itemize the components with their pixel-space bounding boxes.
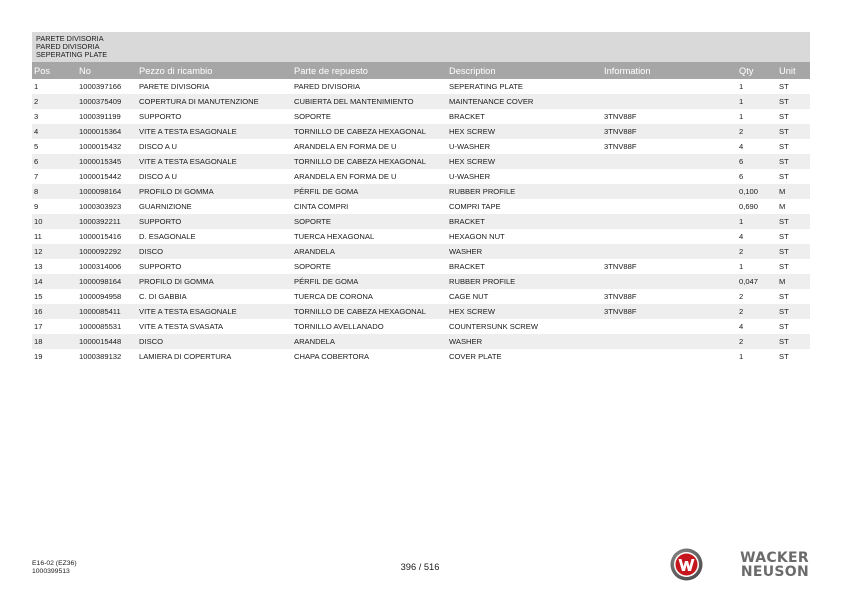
cell-name-spanish: SOPORTE bbox=[294, 262, 331, 271]
cell-pos: 19 bbox=[34, 352, 43, 361]
table-header-row bbox=[32, 62, 810, 79]
cell-qty: 1 bbox=[737, 94, 777, 109]
cell-name-italian: VITE A TESTA ESAGONALE bbox=[137, 304, 292, 319]
col-header-information: Information bbox=[602, 62, 737, 79]
cell-qty: 0,047 bbox=[737, 274, 777, 289]
cell-qty: 2 bbox=[737, 334, 777, 349]
cell-description: CAGE NUT bbox=[449, 292, 489, 301]
cell-qty: 6 bbox=[739, 172, 744, 181]
cell-name-spanish: TORNILLO DE CABEZA HEXAGONAL bbox=[292, 304, 447, 319]
cell-name-spanish: TORNILLO DE CABEZA HEXAGONAL bbox=[292, 154, 447, 169]
cell-name-spanish: CINTA COMPRI bbox=[294, 202, 349, 211]
cell-unit: ST bbox=[777, 124, 810, 139]
cell-name-italian: PROFILO DI GOMMA bbox=[137, 274, 292, 289]
document-number: 1000399513 bbox=[32, 567, 70, 575]
cell-unit: M bbox=[777, 274, 810, 289]
cell-qty: 1 bbox=[739, 112, 744, 121]
cell-qty: 2 bbox=[737, 304, 777, 319]
cell-part-number: 1000098164 bbox=[77, 274, 137, 289]
cell-description: WASHER bbox=[447, 244, 602, 259]
cell-name-spanish: PÉRFIL DE GOMA bbox=[292, 274, 447, 289]
col-header-description: Description bbox=[447, 62, 602, 79]
cell-unit: ST bbox=[779, 232, 789, 241]
parts-table-body bbox=[32, 79, 810, 364]
table-row bbox=[32, 94, 810, 109]
cell-unit: ST bbox=[779, 172, 789, 181]
cell-unit: ST bbox=[779, 322, 789, 331]
cell-pos: 1 bbox=[34, 82, 39, 91]
cell-name-italian: PROFILO DI GOMMA bbox=[137, 184, 292, 199]
cell-unit: ST bbox=[777, 94, 810, 109]
cell-description: RUBBER PROFILE bbox=[447, 184, 602, 199]
cell-pos: 16 bbox=[32, 304, 77, 319]
cell-pos: 2 bbox=[32, 94, 77, 109]
cell-part-number: 1000015448 bbox=[77, 334, 137, 349]
cell-qty: 4 bbox=[739, 142, 744, 151]
cell-name-spanish: PÉRFIL DE GOMA bbox=[292, 184, 447, 199]
cell-pos: 8 bbox=[32, 184, 77, 199]
table-row bbox=[32, 139, 810, 154]
cell-name-italian: PARETE DIVISORIA bbox=[139, 82, 210, 91]
table-row bbox=[32, 229, 810, 244]
cell-name-spanish: TUERCA HEXAGONAL bbox=[294, 232, 375, 241]
cell-qty: 1 bbox=[739, 262, 744, 271]
page-number: 396 / 516 bbox=[400, 562, 440, 572]
cell-part-number: 1000303923 bbox=[79, 202, 122, 211]
cell-information: 3TNV88F bbox=[604, 292, 637, 301]
table-row bbox=[32, 199, 810, 214]
cell-name-italian: DISCO A U bbox=[139, 172, 177, 181]
cell-name-italian: SUPPORTO bbox=[139, 262, 182, 271]
cell-part-number: 1000314006 bbox=[79, 262, 122, 271]
brand-name-line1: WACKER bbox=[740, 550, 809, 566]
cell-information bbox=[602, 94, 737, 109]
col-header-pos: Pos bbox=[32, 62, 77, 79]
wacker-neuson-w-logo-icon bbox=[670, 548, 703, 581]
cell-qty: 0,100 bbox=[737, 184, 777, 199]
cell-information: 3TNV88F bbox=[604, 142, 637, 151]
document-code: E16-02 (EZ36) bbox=[32, 560, 77, 567]
cell-part-number: 1000094958 bbox=[79, 292, 122, 301]
table-row bbox=[32, 214, 810, 229]
cell-description: HEX SCREW bbox=[447, 124, 602, 139]
section-title-spanish: PARED DIVISORIA bbox=[36, 42, 100, 52]
cell-part-number: 1000098164 bbox=[77, 184, 137, 199]
cell-pos: 18 bbox=[32, 334, 77, 349]
cell-part-number: 1000397166 bbox=[79, 82, 122, 91]
cell-part-number: 1000015345 bbox=[77, 154, 137, 169]
cell-part-number: 1000389132 bbox=[79, 352, 122, 361]
cell-qty: 1 bbox=[739, 352, 744, 361]
table-row bbox=[32, 274, 810, 289]
cell-unit: ST bbox=[779, 142, 789, 151]
cell-pos: 6 bbox=[32, 154, 77, 169]
cell-pos: 7 bbox=[34, 172, 39, 181]
cell-description: RUBBER PROFILE bbox=[447, 274, 602, 289]
cell-information bbox=[602, 229, 737, 244]
cell-information bbox=[602, 214, 737, 229]
cell-description: SEPERATING PLATE bbox=[449, 82, 523, 91]
cell-pos: 15 bbox=[34, 292, 43, 301]
cell-information bbox=[602, 319, 737, 334]
cell-unit: ST bbox=[777, 304, 810, 319]
section-title-box bbox=[32, 32, 810, 62]
cell-unit: ST bbox=[779, 352, 789, 361]
cell-unit: ST bbox=[779, 262, 789, 271]
cell-name-italian: GUARNIZIONE bbox=[139, 202, 192, 211]
table-row bbox=[32, 109, 810, 124]
cell-unit: ST bbox=[779, 82, 789, 91]
cell-part-number: 1000391199 bbox=[79, 112, 121, 121]
document-reference bbox=[32, 560, 77, 575]
col-header-spare-part-it: Pezzo di ricambio bbox=[137, 62, 292, 79]
table-row bbox=[32, 124, 810, 139]
cell-information: 3TNV88F bbox=[604, 262, 637, 271]
cell-name-spanish: ARANDELA EN FORMA DE U bbox=[294, 142, 397, 151]
cell-description: HEX SCREW bbox=[447, 304, 602, 319]
cell-name-italian: DISCO bbox=[137, 244, 292, 259]
cell-name-spanish: SOPORTE bbox=[292, 214, 447, 229]
cell-pos: 11 bbox=[34, 232, 42, 241]
cell-description: BRACKET bbox=[447, 214, 602, 229]
cell-name-italian: VITE A TESTA SVASATA bbox=[139, 322, 224, 331]
cell-description: BRACKET bbox=[449, 262, 485, 271]
cell-part-number: 1000015442 bbox=[79, 172, 122, 181]
cell-unit: M bbox=[779, 202, 786, 211]
cell-part-number: 1000015364 bbox=[77, 124, 137, 139]
cell-part-number: 1000085411 bbox=[77, 304, 137, 319]
cell-part-number: 1000015416 bbox=[79, 232, 122, 241]
cell-unit: ST bbox=[777, 154, 810, 169]
cell-description: HEXAGON NUT bbox=[449, 232, 505, 241]
cell-name-spanish: PARED DIVISORIA bbox=[294, 82, 361, 91]
cell-part-number: 1000085531 bbox=[79, 322, 122, 331]
table-row bbox=[32, 244, 810, 259]
cell-description: COVER PLATE bbox=[449, 352, 502, 361]
cell-pos: 17 bbox=[34, 322, 43, 331]
table-row bbox=[32, 169, 810, 184]
cell-name-spanish: SOPORTE bbox=[294, 112, 331, 121]
cell-information bbox=[602, 184, 737, 199]
cell-name-italian: LAMIERA DI COPERTURA bbox=[139, 352, 232, 361]
section-title-english: SEPERATING PLATE bbox=[36, 50, 108, 60]
cell-qty: 4 bbox=[739, 322, 744, 331]
cell-description: COMPRI TAPE bbox=[449, 202, 501, 211]
cell-information bbox=[602, 274, 737, 289]
cell-pos: 5 bbox=[34, 142, 39, 151]
cell-qty: 6 bbox=[737, 154, 777, 169]
brand-logo-text bbox=[713, 551, 809, 579]
cell-information bbox=[602, 154, 737, 169]
cell-information bbox=[602, 199, 737, 214]
cell-information bbox=[602, 334, 737, 349]
table-row bbox=[32, 259, 810, 274]
cell-name-spanish: ARANDELA bbox=[292, 334, 447, 349]
cell-name-italian: SUPPORTO bbox=[139, 112, 182, 121]
cell-description: COUNTERSUNK SCREW bbox=[449, 322, 539, 331]
cell-name-italian: VITE A TESTA ESAGONALE bbox=[137, 154, 292, 169]
cell-qty: 2 bbox=[737, 124, 777, 139]
cell-qty: 2 bbox=[739, 292, 744, 301]
cell-description: HEX SCREW bbox=[447, 154, 602, 169]
cell-qty: 1 bbox=[739, 82, 744, 91]
cell-description: U-WASHER bbox=[449, 142, 491, 151]
cell-part-number: 1000092292 bbox=[77, 244, 137, 259]
cell-name-italian: DISCO A U bbox=[139, 142, 177, 151]
cell-information bbox=[602, 244, 737, 259]
cell-name-spanish: TORNILLO AVELLANADO bbox=[294, 322, 384, 331]
cell-description: MAINTENANCE COVER bbox=[447, 94, 602, 109]
cell-name-spanish: CUBIERTA DEL MANTENIMIENTO bbox=[292, 94, 447, 109]
cell-name-spanish: ARANDELA EN FORMA DE U bbox=[294, 172, 397, 181]
col-header-spare-part-es: Parte de repuesto bbox=[292, 62, 447, 79]
cell-pos: 12 bbox=[32, 244, 77, 259]
table-row bbox=[32, 319, 810, 334]
brand-name-line2: NEUSON bbox=[740, 564, 809, 580]
cell-unit: ST bbox=[777, 214, 810, 229]
cell-name-italian: COPERTURA DI MANUTENZIONE bbox=[137, 94, 292, 109]
cell-information bbox=[602, 79, 737, 94]
table-row bbox=[32, 154, 810, 169]
cell-unit: ST bbox=[779, 292, 789, 301]
table-row bbox=[32, 289, 810, 304]
cell-name-spanish: CHAPA COBERTORA bbox=[294, 352, 370, 361]
table-row bbox=[32, 79, 810, 94]
cell-qty: 0,690 bbox=[739, 202, 759, 211]
cell-name-spanish: ARANDELA bbox=[292, 244, 447, 259]
cell-unit: ST bbox=[777, 334, 810, 349]
cell-information: 3TNV88F bbox=[602, 304, 737, 319]
cell-unit: ST bbox=[777, 244, 810, 259]
cell-name-italian: C. DI GABBIA bbox=[139, 292, 187, 301]
cell-pos: 4 bbox=[32, 124, 77, 139]
cell-pos: 14 bbox=[32, 274, 77, 289]
cell-unit: ST bbox=[779, 112, 789, 121]
cell-information bbox=[602, 169, 737, 184]
cell-pos: 13 bbox=[34, 262, 43, 271]
cell-name-italian: SUPPORTO bbox=[137, 214, 292, 229]
cell-qty: 1 bbox=[737, 214, 777, 229]
cell-description: BRACKET bbox=[449, 112, 485, 121]
col-header-unit: Unit bbox=[777, 62, 810, 79]
cell-description: WASHER bbox=[447, 334, 602, 349]
cell-name-italian: DISCO bbox=[137, 334, 292, 349]
col-header-no: No bbox=[77, 62, 137, 79]
cell-part-number: 1000015432 bbox=[79, 142, 122, 151]
parts-table bbox=[32, 62, 810, 364]
cell-information: 3TNV88F bbox=[602, 124, 737, 139]
col-header-qty: Qty bbox=[737, 62, 777, 79]
cell-part-number: 1000392211 bbox=[77, 214, 137, 229]
cell-pos: 3 bbox=[34, 112, 39, 121]
cell-information bbox=[602, 349, 737, 364]
cell-qty: 4 bbox=[739, 232, 744, 241]
table-row bbox=[32, 304, 810, 319]
cell-information: 3TNV88F bbox=[604, 112, 637, 121]
table-row bbox=[32, 184, 810, 199]
cell-unit: M bbox=[777, 184, 810, 199]
section-title-italian: PARETE DIVISORIA bbox=[36, 34, 104, 43]
cell-pos: 10 bbox=[32, 214, 77, 229]
cell-name-italian: VITE A TESTA ESAGONALE bbox=[137, 124, 292, 139]
cell-name-spanish: TORNILLO DE CABEZA HEXAGONAL bbox=[292, 124, 447, 139]
cell-pos: 9 bbox=[34, 202, 39, 211]
table-row bbox=[32, 349, 810, 364]
cell-part-number: 1000375409 bbox=[77, 94, 137, 109]
cell-qty: 2 bbox=[737, 244, 777, 259]
cell-name-spanish: TUERCA DE CORONA bbox=[294, 292, 373, 301]
cell-description: U-WASHER bbox=[449, 172, 491, 181]
table-row bbox=[32, 334, 810, 349]
cell-name-italian: D. ESAGONALE bbox=[139, 232, 196, 241]
